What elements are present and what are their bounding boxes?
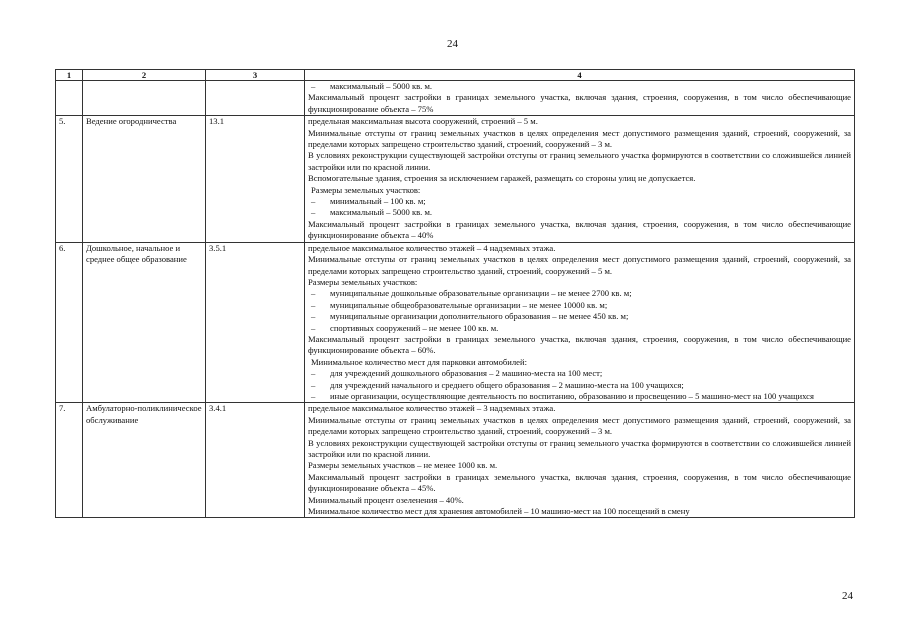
param-line: Максимальный процент застройки в границах земельного участка, включая здания, строения, сооружения, в том число обеспечивающие функционирование объекта – 45%. [308, 471, 851, 494]
param-line: Максимальный процент застройки в границах земельного участка, включая здания, строения, сооружения, в том число обеспечивающие функционирование объекта – 40% [308, 218, 851, 241]
land-use-code: 3.4.1 [206, 403, 305, 518]
param-line: Размеры земельных участков: [308, 276, 418, 287]
param-line: Максимальный процент застройки в границах земельного участка, включая здания, строения, сооружения, в том число обеспечивающие функционирование объекта – 60%. [308, 333, 851, 356]
cont-name-cell [83, 81, 206, 116]
params-list [308, 403, 851, 517]
dash-bullet: – [311, 81, 316, 91]
table-row [56, 116, 855, 242]
list-item-text: муниципальные общеобразовательные организации – не менее 10000 кв. м; [330, 299, 608, 310]
page-number-top: 24 [447, 38, 458, 50]
dash-bullet: – [311, 207, 316, 218]
list-item [308, 368, 851, 379]
page-number-bottom: 24 [842, 590, 853, 602]
cont-code-cell [206, 81, 305, 116]
list-item [308, 323, 851, 334]
param-line: Размеры земельных участков: [311, 184, 421, 195]
param-line: Минимальные отступы от границ земельных участков в целях определения мест допустимого размещения зданий, строений, сооружений, за пределами которых запрещено строительство зданий, строений, сооружений – 3 м. [308, 414, 851, 437]
params-cell [305, 242, 855, 403]
params-cell [305, 116, 855, 242]
header-col-2: 2 [83, 70, 206, 81]
row-number: 5. [56, 116, 83, 242]
params-list [308, 243, 851, 403]
list-item [308, 81, 851, 92]
param-line: Минимальный процент озеленения – 40%. [308, 494, 464, 505]
param-line: Размеры земельных участков – не менее 1000 кв. м. [308, 460, 498, 471]
param-line: Максимальный процент застройки в границах земельного участка, включая здания, строения, сооружения, в том число обеспечивающие функционирование объекта – 75% [308, 92, 851, 114]
land-use-code: 3.5.1 [206, 242, 305, 403]
list-item-text: муниципальные дошкольные образовательные организации – не менее 2700 кв. м; [330, 288, 632, 299]
header-col-4: 4 [305, 70, 855, 81]
dash-bullet: – [311, 299, 316, 310]
param-line: В условиях реконструкции существующей застройки отступы от границ земельного участка формируются в соответствии со сложившейся линией застройки или по красной линии. [308, 437, 851, 459]
param-line: В условиях реконструкции существующей застройки отступы от границ земельного участка формируются в соответствии со сложившейся линией застройки или по красной линии. [308, 150, 851, 172]
table-row [56, 242, 855, 403]
list-item [308, 391, 851, 402]
list-item [308, 207, 851, 218]
list-item [308, 196, 851, 207]
list-item-text: иные организации, осуществляющие деятельность по воспитанию, образованию и просвещению – 5 машино-мест на 100 учащихся [330, 390, 814, 401]
param-line: Минимальное количество мест для хранения автомобилей – 10 машино-мест на 100 посещений в смену [308, 506, 690, 517]
list-item-text: максимальный – 5000 кв. м. [330, 207, 433, 218]
header-row [56, 70, 855, 81]
list-item-text: для учреждений начального и среднего общего образования – 2 машино-места на 100 учащихся; [330, 379, 684, 390]
row-number: 6. [56, 242, 83, 403]
param-line: Минимальные отступы от границ земельных участков в целях определения мест допустимого размещения зданий, строений, сооружений, за пределами которых запрещено строительство зданий, строений, сооружений – 3 м. [308, 127, 851, 150]
dash-bullet: – [311, 379, 316, 390]
land-use-name: Ведение огородничества [83, 116, 206, 242]
list-item [308, 311, 851, 322]
list-item [308, 300, 851, 311]
header-col-1: 1 [56, 70, 83, 81]
dash-bullet: – [311, 390, 316, 401]
dash-bullet: – [311, 368, 316, 379]
land-use-name: Амбулаторно-поликлиническое обслуживание [83, 403, 206, 518]
cont-num-cell [56, 81, 83, 116]
params-list [308, 81, 851, 115]
table-row [56, 403, 855, 518]
list-item [308, 288, 851, 299]
list-item-text: спортивных сооружений – не менее 100 кв. м. [330, 322, 499, 333]
param-line: предельная максимальная высота сооружений, строений – 5 м. [308, 116, 538, 127]
list-item [308, 380, 851, 391]
dash-bullet: – [311, 288, 316, 299]
dash-bullet: – [311, 322, 316, 333]
list-item-text: для учреждений дошкольного образования – 2 машино-места на 100 мест; [330, 368, 603, 379]
param-line: предельное максимальное количество этажей – 3 надземных этажа. [308, 403, 556, 414]
table-row-continuation [56, 81, 855, 116]
param-line: Вспомогательные здания, строения за исключением гаражей, размещать со стороны улиц не допускается. [308, 173, 696, 184]
land-use-code: 13.1 [206, 116, 305, 242]
list-item-text: максимальный – 5000 кв. м. [330, 81, 433, 91]
cont-params-cell [305, 81, 855, 116]
dash-bullet: – [311, 311, 316, 322]
row-number: 7. [56, 403, 83, 518]
param-line: Минимальное количество мест для парковки автомобилей: [311, 356, 527, 367]
list-item-text: минимальный – 100 кв. м; [330, 196, 426, 207]
params-cell [305, 403, 855, 518]
list-item-text: муниципальные организации дополнительного образования – не менее 450 кв. м; [330, 311, 629, 322]
dash-bullet: – [311, 196, 316, 207]
land-use-name: Дошкольное, начальное и среднее общее образование [83, 242, 206, 403]
param-line: предельное максимальное количество этажей – 4 надземных этажа. [308, 242, 556, 253]
params-list [308, 116, 851, 241]
param-line: Минимальные отступы от границ земельных участков в целях определения мест допустимого размещения зданий, строений, сооружений, за пределами которых запрещено строительство зданий, строений, сооружений – 5 м. [308, 254, 851, 276]
header-col-3: 3 [206, 70, 305, 81]
regulations-table [55, 69, 855, 518]
